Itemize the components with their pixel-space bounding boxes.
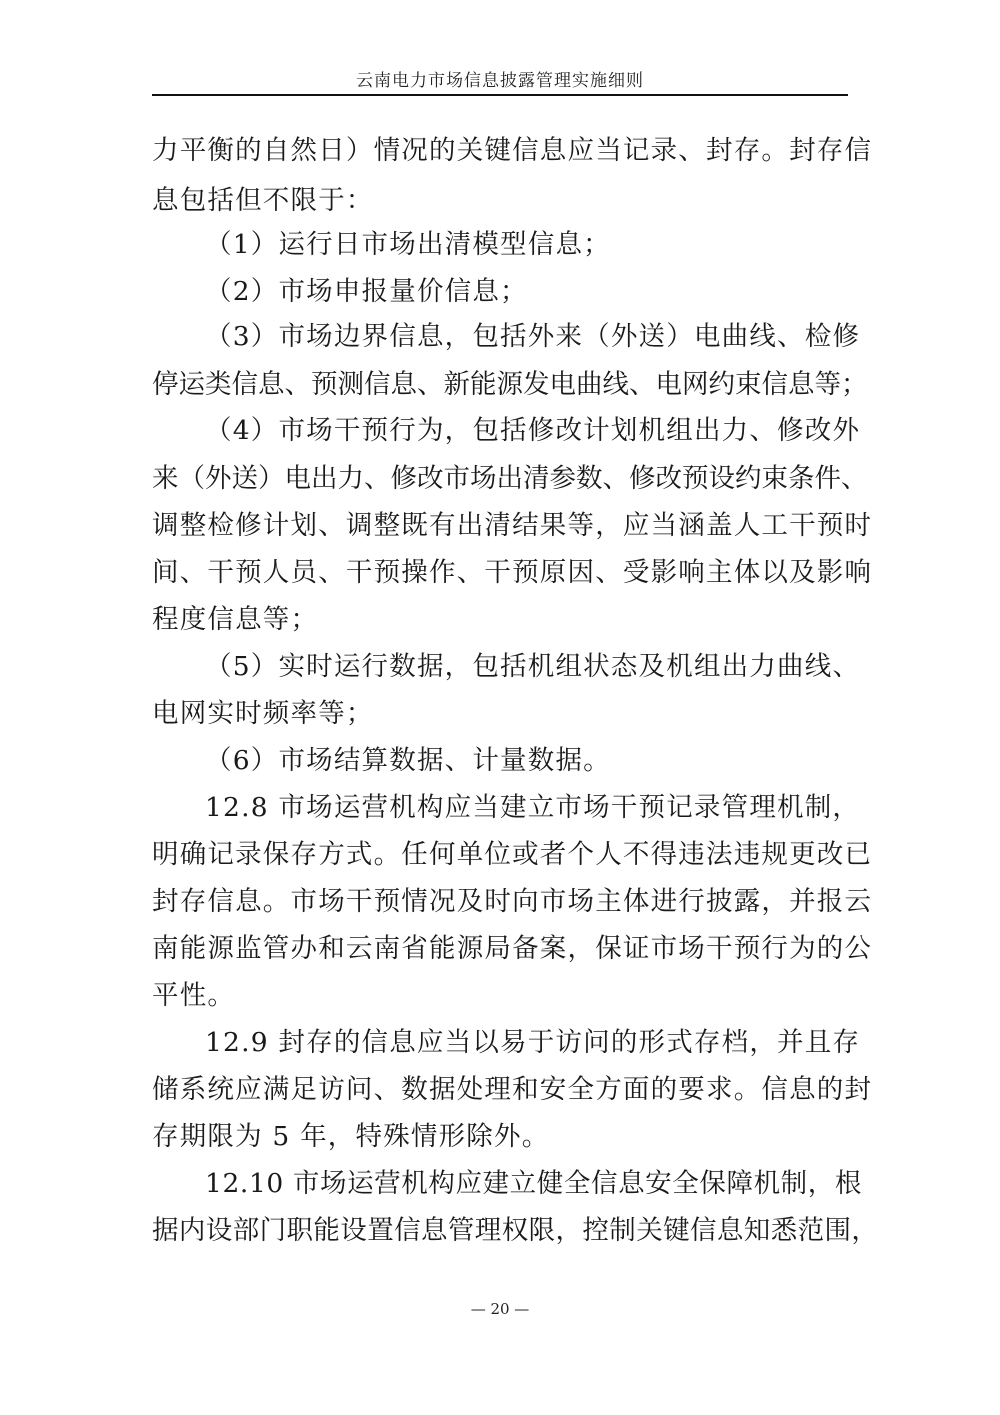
body-line: 封存信息。市场干预情况及时向市场主体进行披露，并报云	[152, 886, 873, 917]
header-divider	[152, 94, 848, 96]
list-item: （4）市场干预行为，包括修改计划机组出力、修改外	[205, 415, 861, 446]
body-line: 间、干预人员、干预操作、干预原因、受影响主体以及影响	[152, 557, 873, 588]
page-header-title: 云南电力市场信息披露管理实施细则	[356, 71, 644, 91]
page-number: — 20 —	[470, 1300, 530, 1318]
clause-heading: 12.9 封存的信息应当以易于访问的形式存档，并且存	[205, 1027, 861, 1058]
body-line: 来（外送）电出力、修改市场出清参数、修改预设约束条件、	[152, 463, 868, 494]
body-line: 存期限为 5 年，特殊情形除外。	[152, 1121, 550, 1152]
body-line: 南能源监管办和云南省能源局备案，保证市场干预行为的公	[152, 933, 873, 964]
body-line: 调整检修计划、调整既有出清结果等，应当涵盖人工干预时	[152, 510, 873, 541]
body-line: 力平衡的自然日）情况的关键信息应当记录、封存。封存信	[152, 135, 873, 166]
clause-heading: 12.10 市场运营机构应建立健全信息安全保障机制，根	[205, 1168, 862, 1199]
list-item: （5）实时运行数据，包括机组状态及机组出力曲线、	[205, 651, 861, 682]
list-item: （3）市场边界信息，包括外来（外送）电曲线、检修	[205, 321, 861, 352]
body-line: 电网实时频率等；	[152, 698, 374, 729]
body-line: 明确记录保存方式。任何单位或者个人不得违法违规更改已	[152, 839, 873, 870]
clause-heading: 12.8 市场运营机构应当建立市场干预记录管理机制，	[205, 792, 861, 823]
body-line: 程度信息等；	[152, 604, 319, 635]
body-line: 息包括但不限于：	[152, 185, 374, 216]
body-line: 停运类信息、预测信息、新能源发电曲线、电网约束信息等；	[152, 369, 868, 400]
body-line: 平性。	[152, 980, 236, 1011]
body-line: 据内设部门职能设置信息管理权限，控制关键信息知悉范围，	[152, 1215, 879, 1246]
list-item: （2）市场申报量价信息；	[205, 276, 528, 307]
list-item: （1）运行日市场出清模型信息；	[205, 229, 611, 260]
list-item: （6）市场结算数据、计量数据。	[205, 745, 611, 776]
body-line: 储系统应满足访问、数据处理和安全方面的要求。信息的封	[152, 1074, 873, 1105]
